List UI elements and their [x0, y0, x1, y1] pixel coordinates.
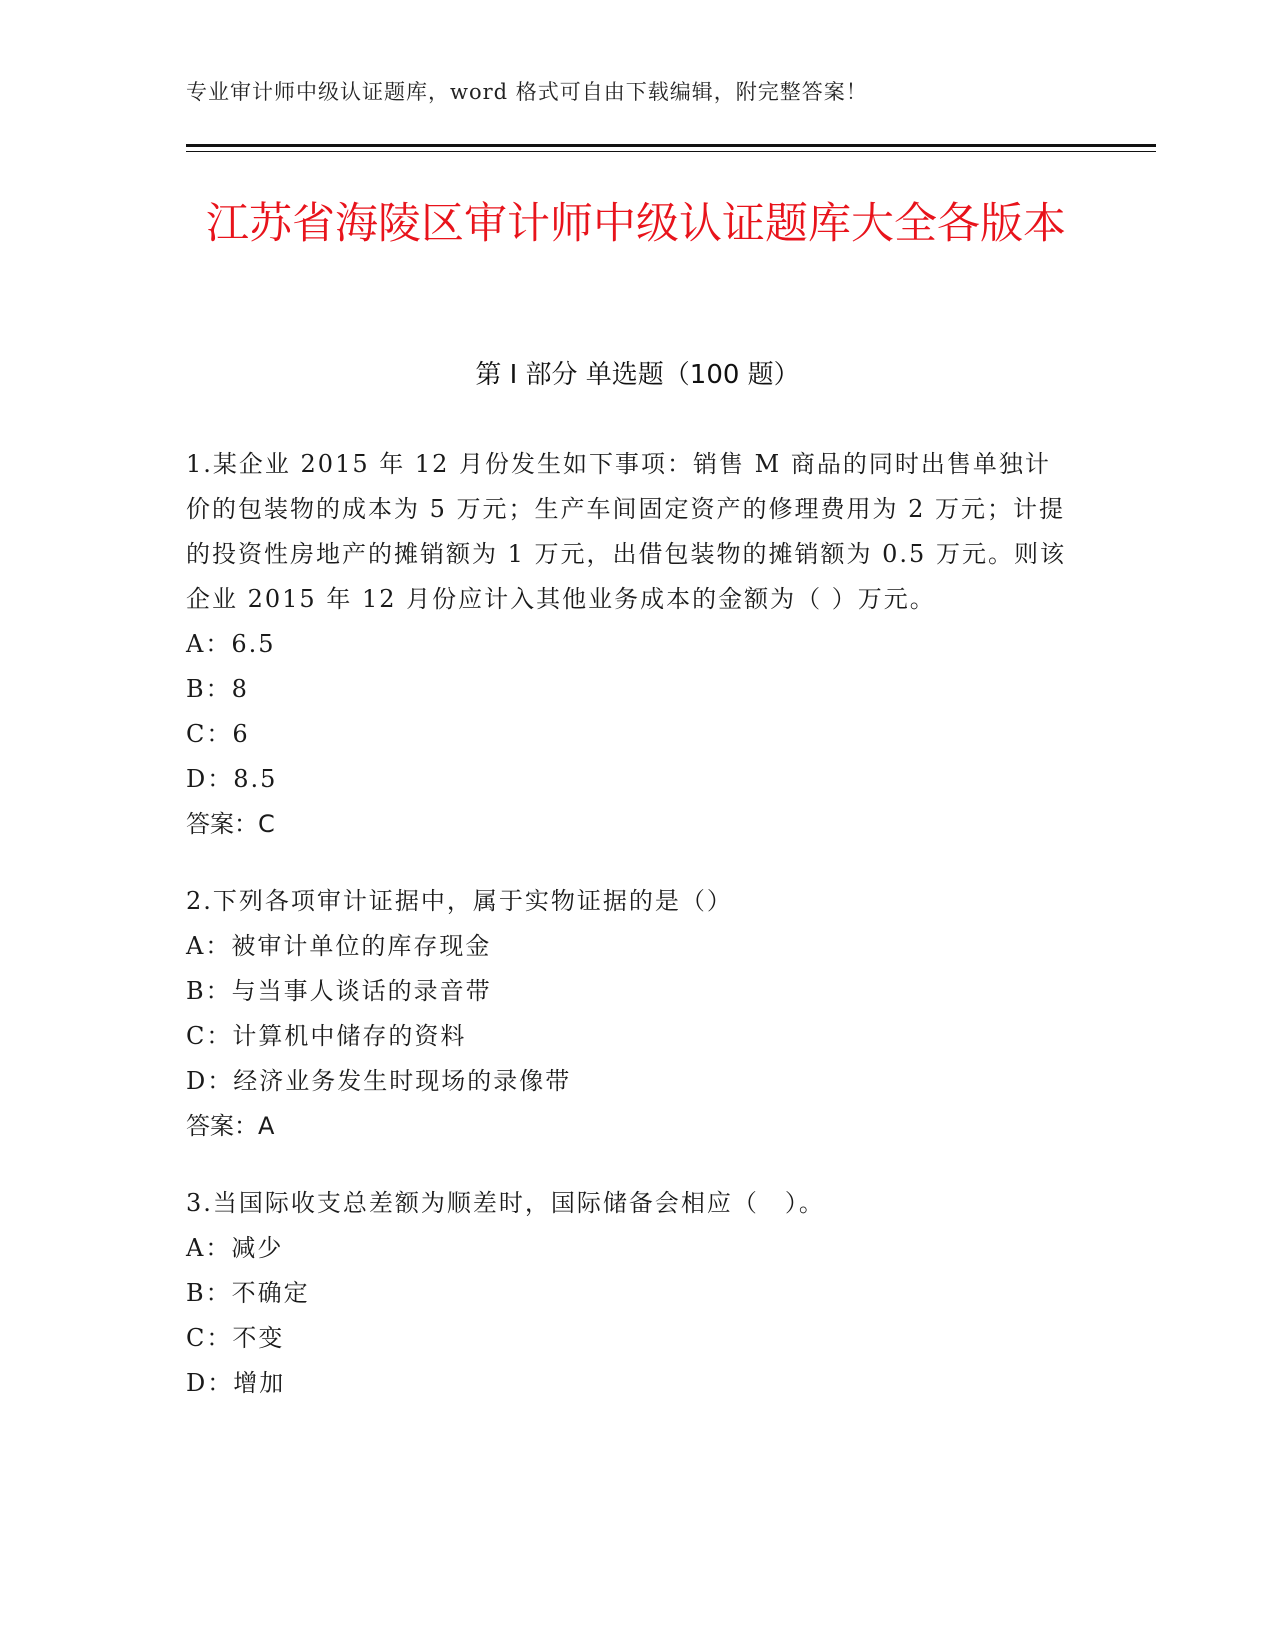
- question-1: [186, 442, 1066, 847]
- option-c: C：不变: [186, 1324, 285, 1352]
- option-d: D：增加: [186, 1369, 286, 1397]
- answer: 答案：A: [186, 1112, 275, 1140]
- question-stem: 2.下列各项审计证据中，属于实物证据的是（）: [186, 887, 733, 915]
- header-divider-thin: [186, 151, 1156, 152]
- option-a: A：6.5: [186, 630, 276, 658]
- option-a: A：被审计单位的库存现金: [186, 932, 492, 960]
- answer: 答案：C: [186, 810, 275, 838]
- question-3: [186, 1181, 1066, 1406]
- option-c: C：6: [186, 720, 250, 748]
- option-b: B：与当事人谈话的录音带: [186, 977, 492, 1005]
- option-a: A：减少: [186, 1234, 284, 1262]
- document-title: 江苏省海陵区审计师中级认证题库大全各版本: [206, 199, 1066, 249]
- header-divider: [186, 144, 1156, 147]
- header-note: 专业审计师中级认证题库，word 格式可自由下载编辑，附完整答案！: [186, 80, 868, 104]
- question-stem: 3.当国际收支总差额为顺差时，国际储备会相应（ ）。: [186, 1189, 825, 1217]
- question-2: [186, 879, 1066, 1149]
- option-b: B：8: [186, 675, 249, 703]
- question-list: [186, 442, 1066, 1438]
- option-d: D：8.5: [186, 765, 278, 793]
- option-d: D：经济业务发生时现场的录像带: [186, 1067, 572, 1095]
- section-heading: 第 I 部分 单选题（100 题）: [475, 360, 800, 390]
- question-stem: 1.某企业 2015 年 12 月份发生如下事项：销售 M 商品的同时出售单独计价的包装物的成本为 5 万元；生产车间固定资产的修理费用为 2 万元；计提的投资性房地产的摊销额为 1 万元，出借包装物的摊销额为 0.5 万元。则该企业 2015 年 12 月份应计入其他业务成本的金额为（ ）万元。: [186, 450, 1066, 613]
- option-b: B：不确定: [186, 1279, 310, 1307]
- option-c: C：计算机中储存的资料: [186, 1022, 467, 1050]
